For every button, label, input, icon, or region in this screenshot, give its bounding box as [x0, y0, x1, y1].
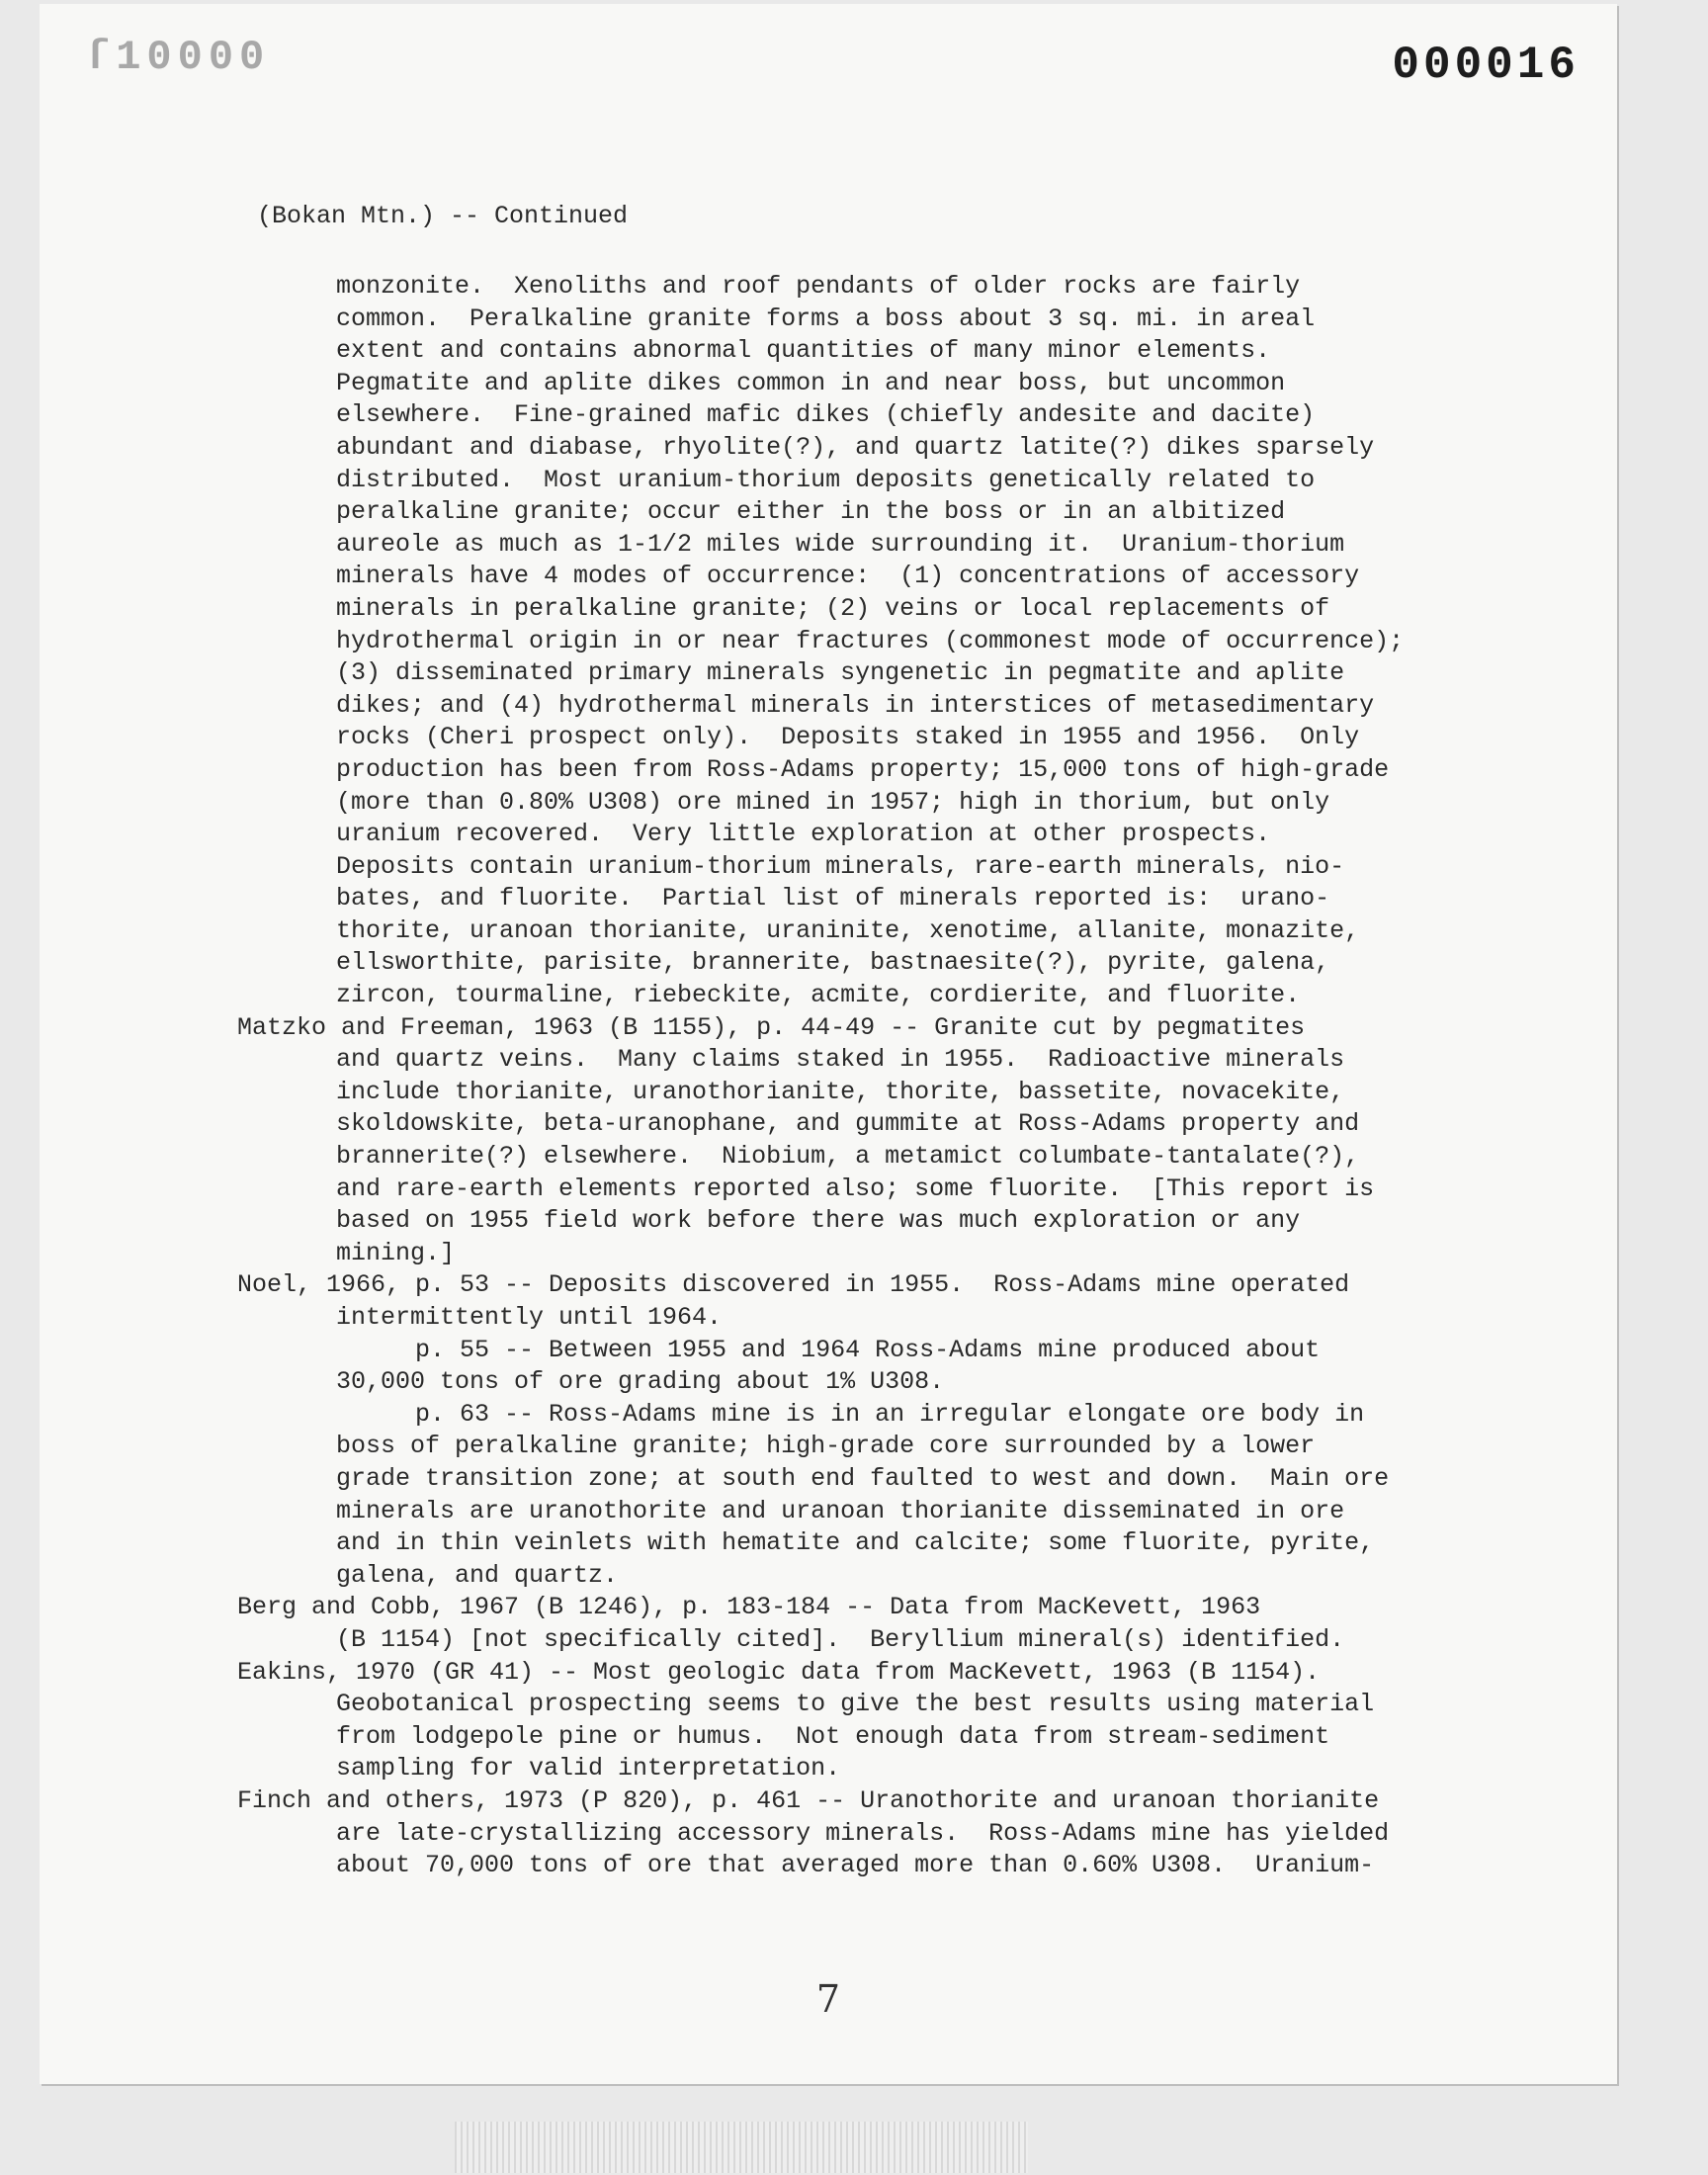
faint-bates-number: ſ10000 — [85, 34, 271, 81]
document-number: 000016 — [1392, 40, 1580, 91]
text-line: minerals are uranothorite and uranoan thorianite disseminated in ore — [336, 1496, 1345, 1525]
text-line: p. 63 -- Ross-Adams mine is in an irregular elongate ore body in — [415, 1399, 1365, 1429]
text-line: thorite, uranoan thorianite, uraninite, xenotime, allanite, monazite, — [336, 915, 1360, 945]
text-line: based on 1955 field work before there was much exploration or any — [336, 1206, 1301, 1236]
text-line: Matzko and Freeman, 1963 (B 1155), p. 44-49 -- Granite cut by pegmatites — [237, 1012, 1306, 1042]
text-line: zircon, tourmaline, riebeckite, acmite, cordierite, and fluorite. — [336, 981, 1301, 1010]
text-line: grade transition zone; at south end faulted to west and down. Main ore — [336, 1463, 1390, 1493]
text-line: elsewhere. Fine-grained mafic dikes (chiefly andesite and dacite) — [336, 400, 1316, 430]
text-line: aureole as much as 1-1/2 miles wide surrounding it. Uranium-thorium — [336, 529, 1345, 559]
text-line: distributed. Most uranium-thorium deposits genetically related to — [336, 465, 1316, 494]
text-line: minerals in peralkaline granite; (2) veins or local replacements of — [336, 593, 1330, 623]
scan-artifact-bar — [455, 2122, 1028, 2173]
text-line: common. Peralkaline granite forms a boss about 3 sq. mi. in areal — [336, 304, 1316, 333]
text-line: abundant and diabase, rhyolite(?), and quartz latite(?) dikes sparsely — [336, 432, 1375, 462]
text-line: (more than 0.80% U308) ore mined in 1957; high in thorium, but only — [336, 787, 1330, 817]
text-line: mining.] — [336, 1238, 456, 1267]
text-line: and rare-earth elements reported also; some fluorite. [This report is — [336, 1174, 1375, 1203]
text-line: from lodgepole pine or humus. Not enough data from stream-sediment — [336, 1721, 1330, 1751]
text-line: Noel, 1966, p. 53 -- Deposits discovered in 1955. Ross-Adams mine operated — [237, 1270, 1350, 1300]
text-line: and quartz veins. Many claims staked in 1955. Radioactive minerals — [336, 1045, 1345, 1075]
text-line: minerals have 4 modes of occurrence: (1) concentrations of accessory — [336, 562, 1360, 591]
text-line: intermittently until 1964. — [336, 1303, 723, 1332]
text-line: p. 55 -- Between 1955 and 1964 Ross-Adams mine produced about — [415, 1335, 1321, 1364]
text-line: uranium recovered. Very little exploration at other prospects. — [336, 820, 1271, 849]
text-line: boss of peralkaline granite; high-grade core surrounded by a lower — [336, 1432, 1316, 1461]
body-text — [237, 271, 1552, 1882]
text-line: Deposits contain uranium-thorium minerals, rare-earth minerals, nio- — [336, 851, 1345, 881]
text-line: peralkaline granite; occur either in the boss or in an albitized — [336, 497, 1286, 527]
text-line: extent and contains abnormal quantities of many minor elements. — [336, 336, 1271, 366]
text-line: (B 1154) [not specifically cited]. Beryllium mineral(s) identified. — [336, 1624, 1345, 1654]
text-line: galena, and quartz. — [336, 1560, 619, 1590]
text-line: Geobotanical prospecting seems to give the best results using material — [336, 1690, 1375, 1719]
section-header: (Bokan Mtn.) -- Continued — [257, 202, 629, 230]
text-line: are late-crystallizing accessory minerals. Ross-Adams mine has yielded — [336, 1818, 1390, 1848]
text-line: skoldowskite, beta-uranophane, and gummite at Ross-Adams property and — [336, 1109, 1360, 1139]
text-line: Pegmatite and aplite dikes common in and near boss, but uncommon — [336, 368, 1286, 397]
text-line: ellsworthite, parisite, brannerite, bastnaesite(?), pyrite, galena, — [336, 948, 1330, 978]
text-line: Eakins, 1970 (GR 41) -- Most geologic data from MacKevett, 1963 (B 1154). — [237, 1657, 1321, 1687]
text-line: (3) disseminated primary minerals syngenetic in pegmatite and aplite — [336, 658, 1345, 688]
text-line: 30,000 tons of ore grading about 1% U308. — [336, 1367, 945, 1397]
text-line: and in thin veinlets with hematite and calcite; some fluorite, pyrite, — [336, 1528, 1375, 1558]
text-line: about 70,000 tons of ore that averaged more than 0.60% U308. Uranium- — [336, 1851, 1375, 1880]
page-number: 7 — [815, 1977, 841, 2021]
text-line: sampling for valid interpretation. — [336, 1754, 841, 1784]
text-line: Berg and Cobb, 1967 (B 1246), p. 183-184 -- Data from MacKevett, 1963 — [237, 1593, 1261, 1622]
text-line: rocks (Cheri prospect only). Deposits staked in 1955 and 1956. Only — [336, 723, 1360, 752]
text-line: monzonite. Xenoliths and roof pendants of older rocks are fairly — [336, 272, 1301, 301]
text-line: hydrothermal origin in or near fractures (commonest mode of occurrence); — [336, 626, 1405, 655]
text-line: dikes; and (4) hydrothermal minerals in interstices of metasedimentary — [336, 690, 1375, 720]
document-page — [40, 4, 1617, 2084]
text-line: brannerite(?) elsewhere. Niobium, a metamict columbate-tantalate(?), — [336, 1142, 1360, 1172]
text-line: bates, and fluorite. Partial list of minerals reported is: urano- — [336, 884, 1330, 914]
text-line: include thorianite, uranothorianite, thorite, bassetite, novacekite, — [336, 1077, 1345, 1106]
text-line: Finch and others, 1973 (P 820), p. 461 -- Uranothorite and uranoan thorianite — [237, 1785, 1380, 1815]
text-line: production has been from Ross-Adams property; 15,000 tons of high-grade — [336, 754, 1390, 784]
